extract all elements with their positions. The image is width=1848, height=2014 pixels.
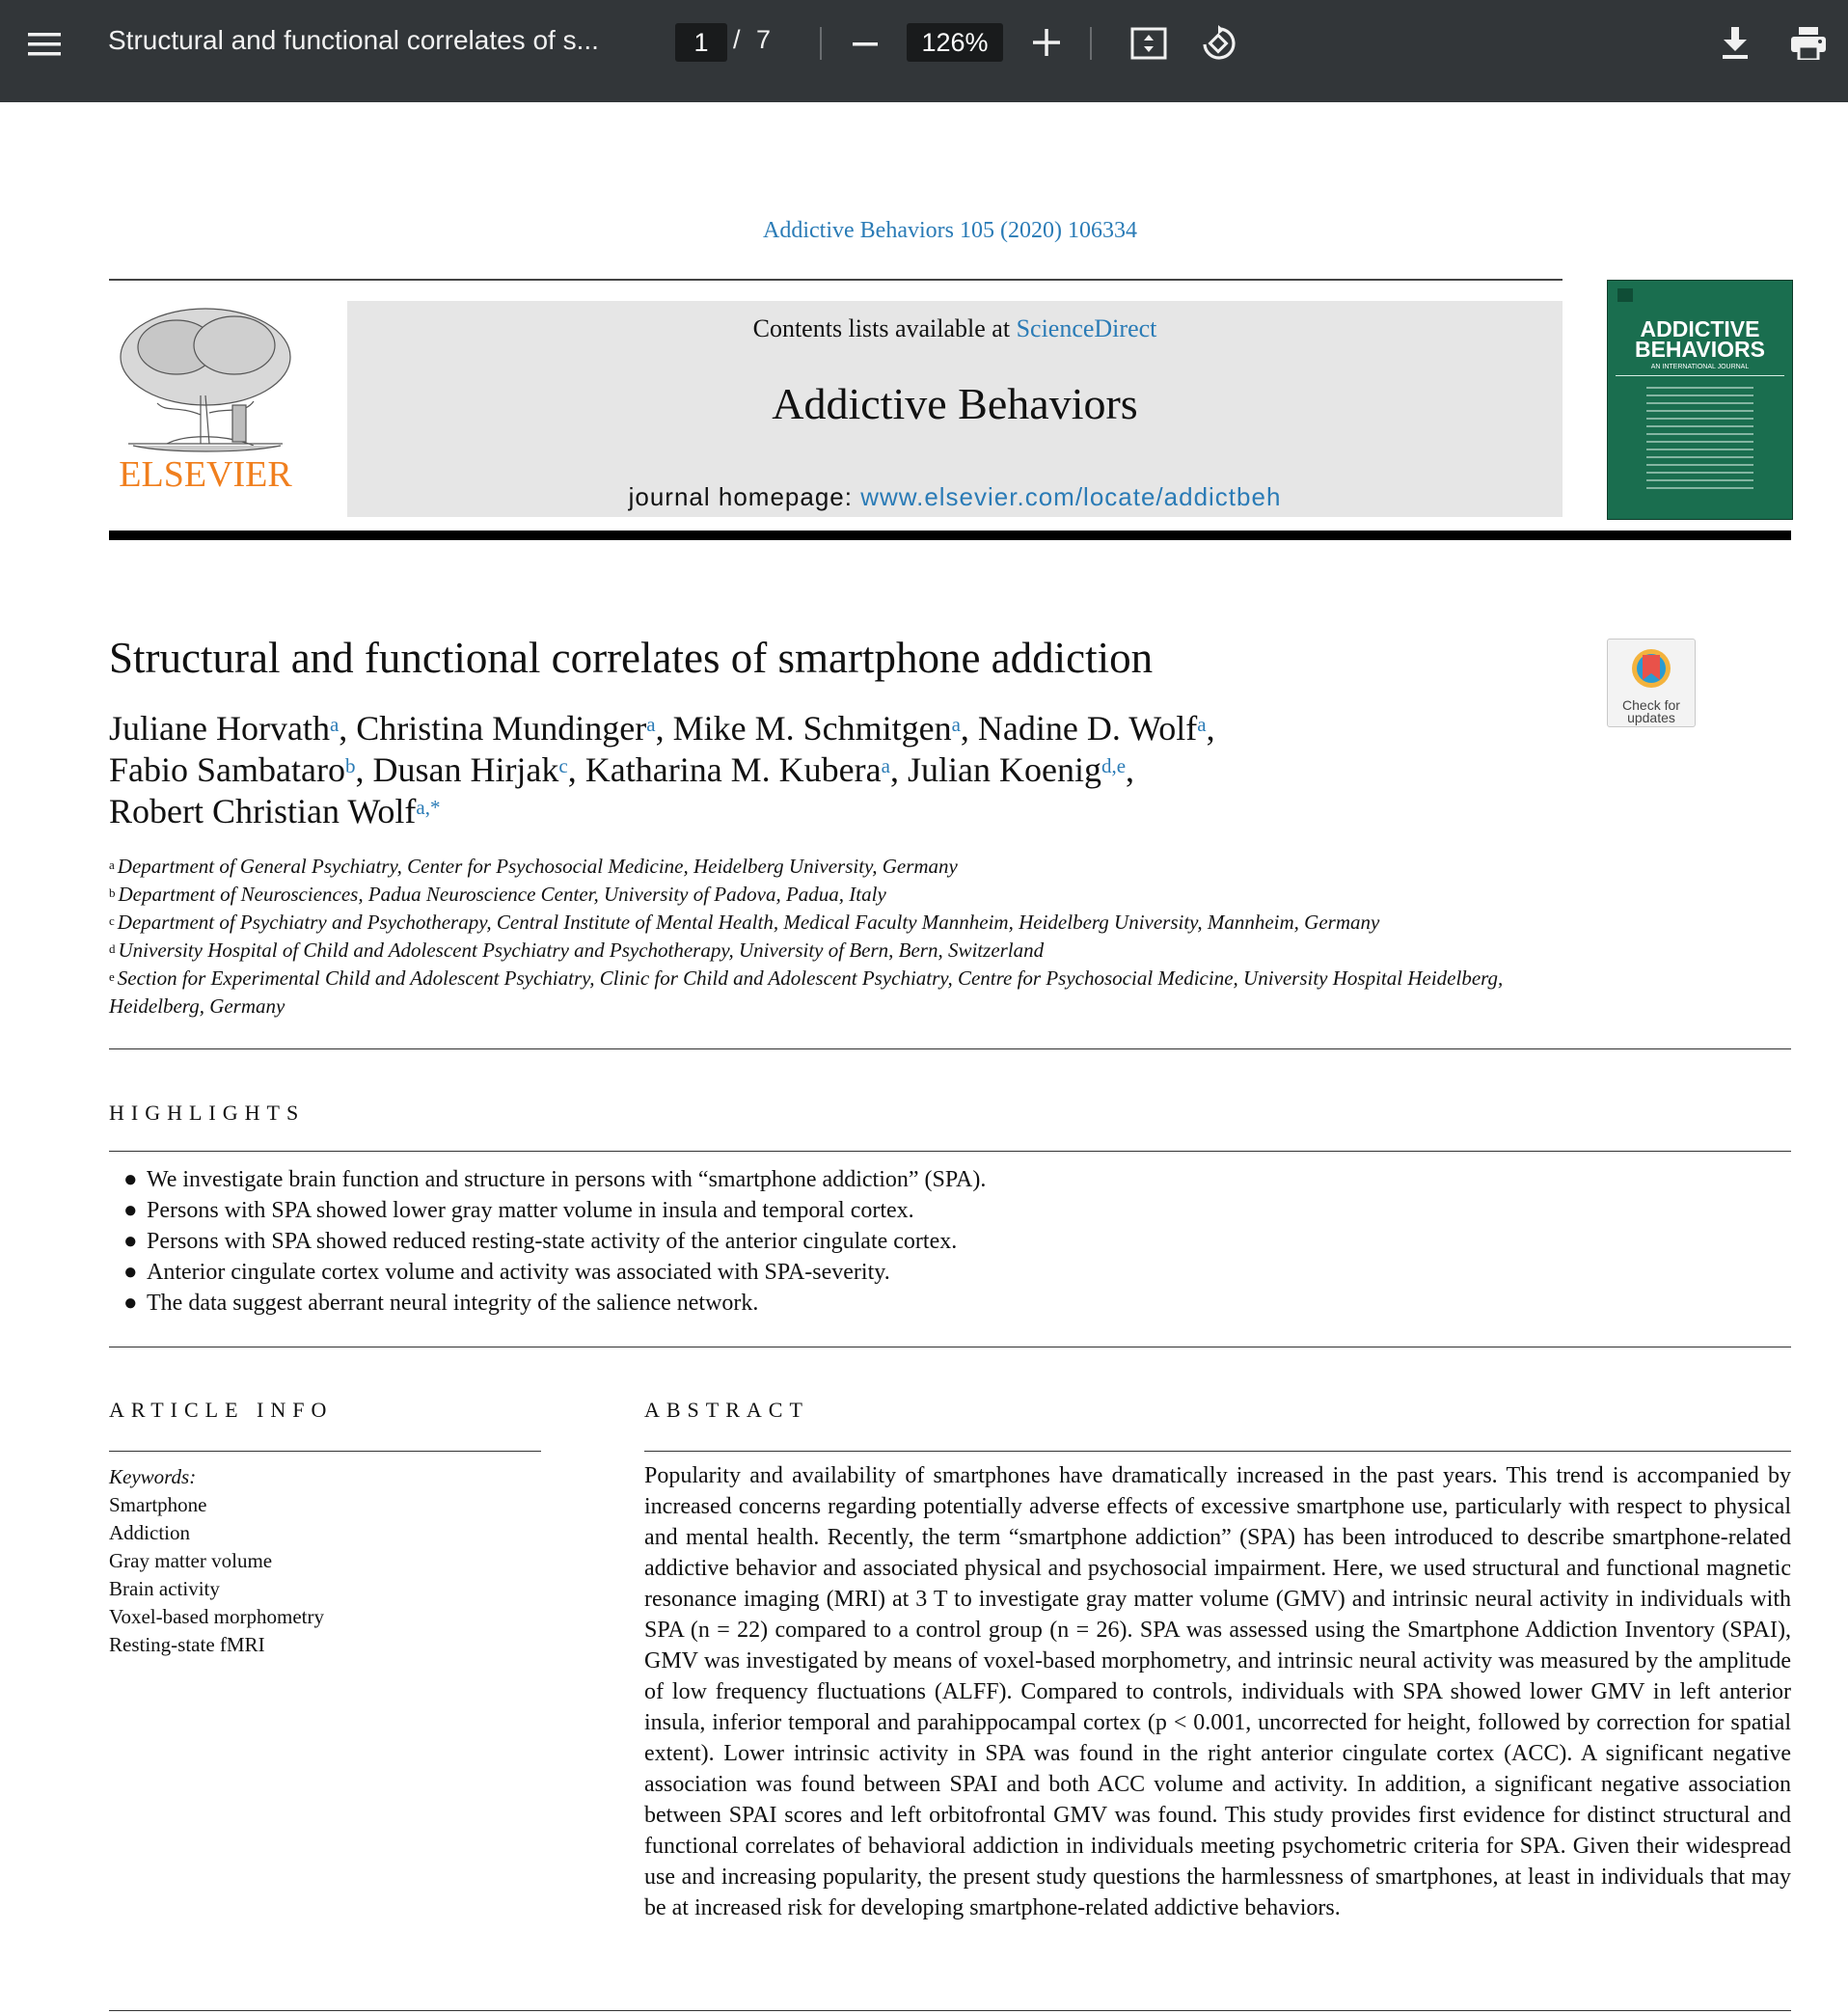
header-rule (109, 279, 1563, 281)
elsevier-wordmark: ELSEVIER (119, 454, 292, 492)
keyword: Resting-state fMRI (109, 1633, 265, 1656)
check-updates-label (1608, 699, 1695, 724)
author[interactable]: Julian Koenig$^{d,e}$ (907, 750, 1127, 789)
sciencedirect-link[interactable]: ScienceDirect (1016, 314, 1157, 342)
page-separator: / (733, 25, 741, 54)
pdf-page (0, 102, 1848, 2014)
keywords-label: Keywords: (109, 1465, 197, 1488)
masthead-rule (109, 531, 1791, 540)
highlight-item: ● Anterior cingulate cortex volume and activity was associated with SPA-severity. (123, 1260, 890, 1285)
keyword: Voxel-based morphometry (109, 1605, 324, 1628)
check-updates-line2: updates (1627, 710, 1675, 725)
zoom-out-icon[interactable] (844, 23, 886, 66)
affiliation: $^a$ Department of General Psychiatry, Center for Psychosocial Medicine, Heidelberg University, Germany (109, 855, 958, 878)
section-rule (109, 1048, 1791, 1049)
rotate-icon[interactable] (1196, 21, 1240, 66)
cover-divider (1616, 375, 1784, 376)
cover-logo (1617, 288, 1633, 302)
highlight-item: ● The data suggest aberrant neural integrity of the salience network. (123, 1291, 759, 1316)
author[interactable]: Robert Christian Wolf$^{a,*}$ (109, 792, 441, 830)
print-icon[interactable] (1786, 21, 1831, 66)
author[interactable]: Juliane Horvath$^a$ (109, 709, 340, 748)
homepage-link[interactable]: www.elsevier.com/locate/addictbeh (860, 482, 1282, 511)
highlight-item: ● We investigate brain function and structure in persons with “smartphone addiction” (SPA). (123, 1167, 987, 1192)
highlight-item: ● Persons with SPA showed lower gray matter volume in insula and temporal cortex. (123, 1198, 914, 1223)
article-info-heading: ARTICLE INFO (109, 1398, 334, 1422)
journal-name: Addictive Behaviors (772, 379, 1138, 428)
page-number-input[interactable]: 1 (675, 23, 727, 62)
journal-homepage (347, 482, 1563, 512)
affiliation: $^d$ University Hospital of Child and Adolescent Psychiatry and Psychotherapy, University of Bern, Bern, Switzerland (109, 939, 1045, 962)
contents-line (347, 314, 1563, 343)
author[interactable]: Christina Mundinger$^a$ (356, 709, 656, 748)
affiliation: $^e$ Section for Experimental Child and Adolescent Psychiatry, Clinic for Child and Adolescent Psychiatry, Centre for Psychosocial Medicine, University Hospital Heidelberg, Heidelberg, Germany (109, 966, 1504, 1018)
author[interactable]: Katharina M. Kubera$^a$ (584, 750, 890, 789)
zoom-in-icon[interactable] (1025, 21, 1068, 64)
affiliation: $^b$ Department of Neurosciences, Padua Neuroscience Center, University of Padova, Padua, Italy (109, 883, 886, 906)
author[interactable]: Mike M. Schmitgen$^a$ (672, 709, 961, 748)
article-title: Structural and functional correlates of smartphone addiction (109, 634, 1154, 682)
cover-editor-list (1646, 387, 1753, 493)
affiliation-list (109, 853, 1575, 1021)
highlights-list (123, 1164, 986, 1319)
toolbar-divider (820, 27, 822, 60)
keyword: Smartphone (109, 1493, 207, 1516)
abstract-heading: ABSTRACT (644, 1398, 809, 1422)
zoom-level-input[interactable]: 126% (907, 23, 1003, 62)
section-rule (109, 1151, 1791, 1152)
keywords-list (109, 1463, 324, 1659)
cover-title-line1: ADDICTIVE (1640, 316, 1760, 341)
keyword: Gray matter volume (109, 1549, 273, 1572)
journal-masthead (347, 301, 1563, 517)
affiliation: $^c$ Department of Psychiatry and Psychotherapy, Central Institute of Mental Health, Medical Faculty Mannheim, Heidelberg University, Mannheim, Germany (109, 911, 1380, 934)
check-for-updates-button[interactable] (1607, 639, 1696, 727)
page-total: 7 (756, 25, 772, 54)
section-rule (109, 2010, 1791, 2011)
journal-cover[interactable] (1607, 280, 1793, 520)
keyword: Brain activity (109, 1577, 220, 1600)
section-rule (644, 1451, 1791, 1452)
check-updates-icon (1630, 647, 1672, 694)
toolbar-divider (1090, 27, 1092, 60)
cover-title (1608, 316, 1792, 362)
highlight-item: ● Persons with SPA showed reduced resting-state activity of the anterior cingulate cortex. (123, 1229, 958, 1254)
author[interactable]: Nadine D. Wolf$^a$ (977, 709, 1207, 748)
check-updates-line1: Check for (1622, 697, 1680, 713)
highlights-heading: HIGHLIGHTS (109, 1101, 306, 1125)
abstract-text: Popularity and availability of smartphones have dramatically increased in the past years. This trend is accompanied by increased concerns regarding potentially adverse effects of excessive smartphone use, particularly with respect to physical and mental health. Recently, the term “smartphone addiction” (SPA) has been introduced to describe smartphone-related addictive behavior and associated physical and psychosocial impairment. Here, we used structural and functional magnetic resonance imaging (MRI) at 3 T to investigate gray matter volume (GMV) and intrinsic neural activity in individuals with SPA (n = 22) compared to a control group (n = 26). SPA was assessed using the Smartphone Addiction Inventory (SPAI), GMV was investigated by means of voxel-based morphometry, and intrinsic neural activity was measured by the amplitude of low frequency fluctuations (ALFF). Compared to controls, individuals with SPA showed lower GMV in left anterior insula, inferior temporal and parahippocampal cortex (p < 0.001, uncorrected for height, followed by correction for spatial extent). Lower intrinsic activity in SPA was found in the right anterior cingulate cortex (ACC). A significant negative association was found between SPAI and both ACC volume and activity. In addition, a significant negative association between SPAI scores and left orbitofrontal GMV was found. This study provides first evidence for distinct structural and functional correlates of behavioral addiction in individuals meeting psychometric criteria for SPA. Given their widespread use and increasing popularity, the present study questions the harmlessness of smartphones, at least in individuals that may be at increased risk for developing smartphone-related addictive behaviors. (644, 1463, 1791, 1920)
contents-prefix: Contents lists available at (752, 314, 1017, 342)
elsevier-logo (109, 299, 302, 492)
cover-title-line2: BEHAVIORS (1634, 337, 1766, 362)
menu-icon[interactable] (21, 21, 68, 68)
download-icon[interactable] (1713, 21, 1757, 66)
author-list: Juliane Horvath$^a$, Christina Mundinger$^a$, Mike M. Schmitgen$^a$, Nadine D. Wolf$^a$, Fabio Sambataro$^b$, Dusan Hirjak$^c$, Katharina M. Kubera$^a$, Julian Koenig$^{d,e}$, Robert Christian Wolf$^{a,*}$ (109, 709, 1215, 830)
pdf-toolbar (0, 0, 1848, 102)
section-rule (109, 1451, 541, 1452)
fit-page-icon[interactable] (1127, 21, 1171, 66)
cover-subtitle: AN INTERNATIONAL JOURNAL (1650, 364, 1750, 370)
document-title: Structural and functional correlates of s... (108, 25, 599, 55)
citation-line[interactable]: Addictive Behaviors 105 (2020) 106334 (763, 218, 1137, 243)
author[interactable]: Dusan Hirjak$^c$ (372, 750, 568, 789)
keyword: Addiction (109, 1521, 190, 1544)
homepage-prefix: journal homepage: (628, 482, 861, 511)
author[interactable]: Fabio Sambataro$^b$ (109, 750, 356, 789)
